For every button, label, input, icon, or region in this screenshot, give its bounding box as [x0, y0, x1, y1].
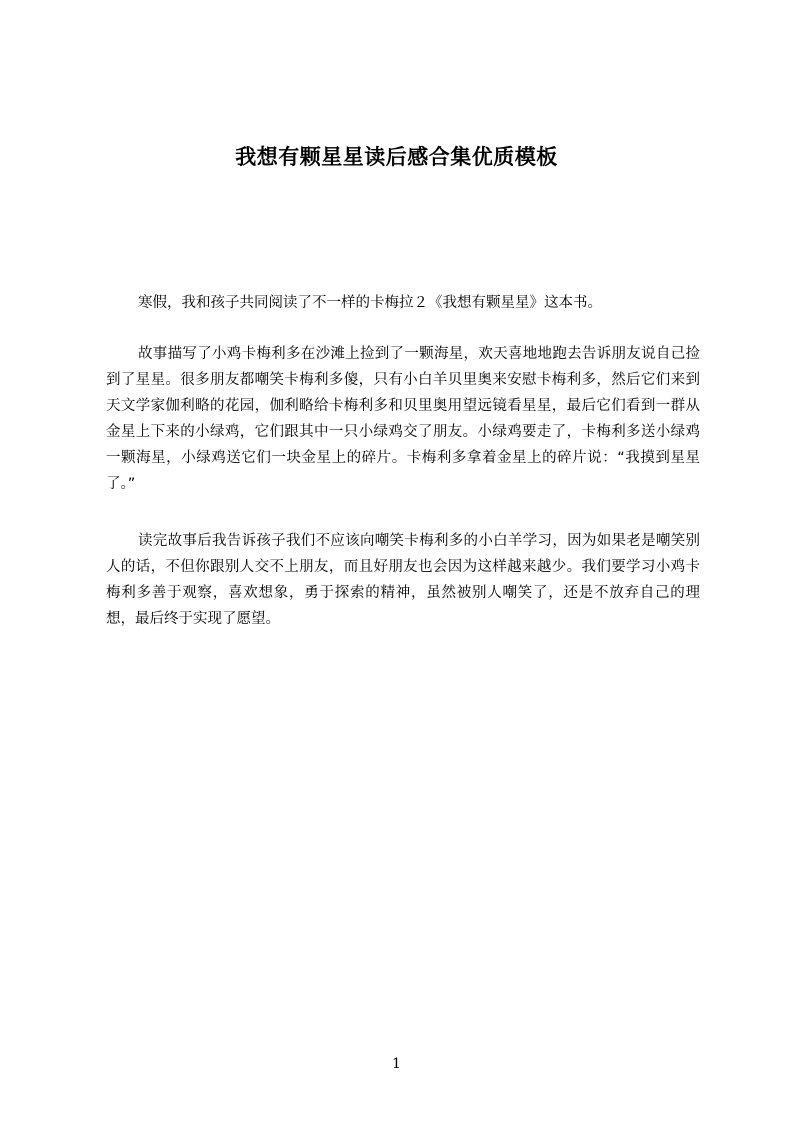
page-number: 1	[392, 1056, 401, 1072]
paragraph-intro: 寒假，我和孩子共同阅读了不一样的卡梅拉２《我想有颗星星》这本书。	[138, 295, 602, 311]
paragraph-story: 故事描写了小鸡卡梅利多在沙滩上捡到了一颗海星，欢天喜地地跑去告诉朋友说自己捡到了星星。很多朋友都嘲笑卡梅利多傻，只有小白羊贝里奥来安慰卡梅利多，然后它们来到天文学家伽利略的花园，伽利略给卡梅利多和贝里奥用望远镜看星星，最后它们看到一群从金星上下来的小绿鸡，它们跟其中一只小绿鸡交了朋友。小绿鸡要走了，卡梅利多送小绿鸡一颗海星，小绿鸡送它们一块金星上的碎片。卡梅利多拿着金星上的碎片说：“我摸到星星了。”	[106, 346, 700, 492]
page-title: 我想有颗星星读后感合集优质模板	[235, 145, 558, 169]
paragraph-reflection: 读完故事后我告诉孩子我们不应该向嘲笑卡梅利多的小白羊学习，因为如果老是嘲笑别人的话，不但你跟别人交不上朋友，而且好朋友也会因为这样越来越少。我们要学习小鸡卡梅利多善于观察，喜欢想象，勇于探索的精神，虽然被别人嘲笑了，还是不放弃自己的理想，最后终于实现了愿望。	[106, 533, 700, 627]
